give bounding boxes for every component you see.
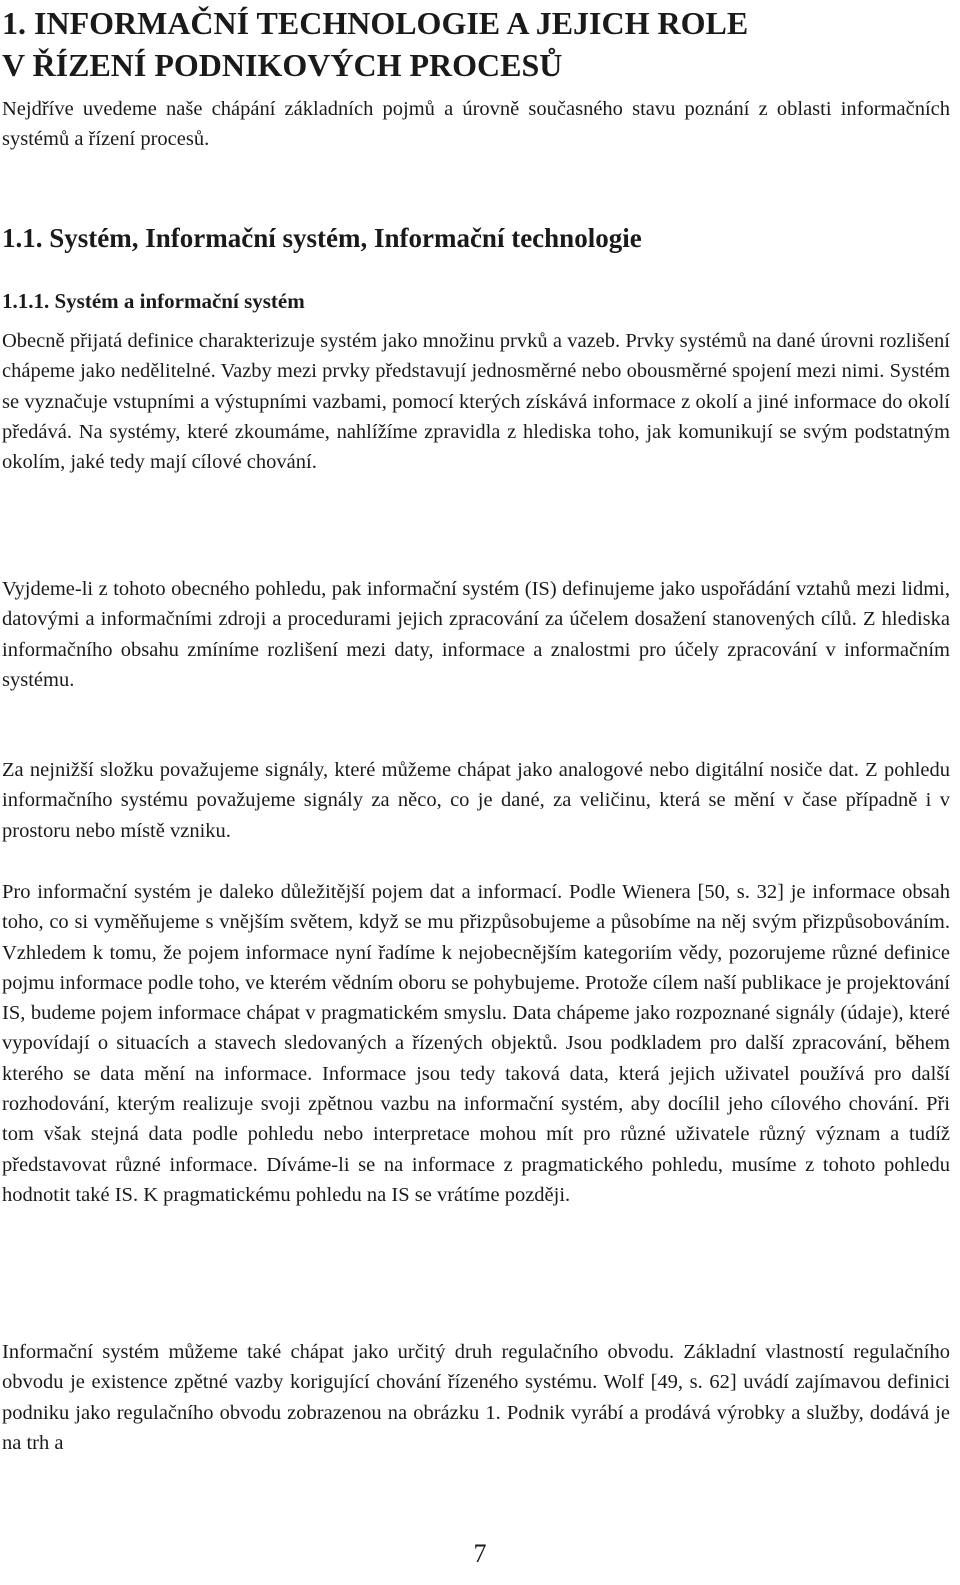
chapter-title [2, 2, 952, 86]
paragraph-data-and-information: Pro informační systém je daleko důležitější pojem dat a informací. Podle Wienera [50, s. 32] je informace obsah toho, co si vyměňujeme s vnějším světem, když se mu přizpůsobujeme a působíme na něj svým přizpůsobováním. Vzhledem k tomu, že pojem informace nyní řadíme k nejobecnějším kategoriím vědy, pozorujeme různé definice pojmu informace podle toho, ve kterém vědním oboru se pohybujeme. Protože cílem naší publikace je projektování IS, budeme pojem informace chápat v pragmatickém smyslu. Data chápeme jako rozpoznané signály (údaje), které vypovídají o situacích a stavech sledovaných a řízených objektů. Jsou podkladem pro další zpracování, během kterého se data mění na informace. Informace jsou tedy taková data, která jejich uživatel používá pro další rozhodování, kterým realizuje svoji zpětnou vazbu na informační systém, aby docílil jeho cílového chování. Při tom však stejná data podle pohledu nebo interpretace mohou mít pro různé uživatele různý význam a tudíž představovat různé informace. Díváme-li se na informace z pragmatického pohledu, musíme z tohoto pohledu hodnotit také IS. K pragmatickému pohledu na IS se vrátíme později. [2, 881, 950, 1206]
chapter-title-line-2: V ŘÍZENÍ PODNIKOVÝCH PROCESŮ [2, 47, 563, 83]
section-title: 1.1. Systém, Informační systém, Informační technologie [2, 223, 642, 253]
paragraph-regulation-circuit: Informační systém můžeme také chápat jako určitý druh regulačního obvodu. Základní vlastností regulačního obvodu je existence zpětné vazby korigující chování řízeného systému. Wolf [49, s. 62] uvádí zajímavou definici podniku jako regulačního obvodu zobrazenou na obrázku 1. Podnik vyrábí a prodává výrobky a služby, dodává je na trh a [2, 1341, 950, 1454]
page-number: 7 [473, 1539, 487, 1568]
subsection-title: 1.1.1. Systém a informační systém [2, 289, 305, 313]
intro-paragraph: Nejdříve uvedeme naše chápání základních pojmů a úrovně současného stavu poznání z oblasti informačních systémů a řízení procesů. [2, 98, 950, 151]
paragraph-signals: Za nejnižší složku považujeme signály, které můžeme chápat jako analogové nebo digitální nosiče dat. Z pohledu informačního systému považujeme signály za něco, co je dané, za veličinu, která se mění v čase případně i v prostoru nebo místě vzniku. [2, 759, 950, 842]
paragraph-information-system: Vyjdeme-li z tohoto obecného pohledu, pak informační systém (IS) definujeme jako uspořádání vztahů mezi lidmi, datovými a informačními zdroji a procedurami jejich zpracování za účelem dosažení stanovených cílů. Z hlediska informačního obsahu zmíníme rozlišení mezi daty, informace a znalostmi pro účely zpracování v informačním systému. [2, 578, 950, 691]
chapter-title-line-1: 1. INFORMAČNÍ TECHNOLOGIE A JEJICH ROLE [2, 5, 749, 41]
paragraph-system-definition: Obecně přijatá definice charakterizuje systém jako množinu prvků a vazeb. Prvky systémů na dané úrovni rozlišení chápeme jako nedělitelné. Vazby mezi prvky představují jednosměrné nebo obousměrné spojení mezi nimi. Systém se vyznačuje vstupními a výstupními vazbami, pomocí kterých získává informace z okolí a jiné informace do okolí předává. Na systémy, které zkoumáme, nahlížíme zpravidla z hlediska toho, jak komunikují se svým podstatným okolím, jaké tedy mají cílové chování. [2, 330, 950, 474]
